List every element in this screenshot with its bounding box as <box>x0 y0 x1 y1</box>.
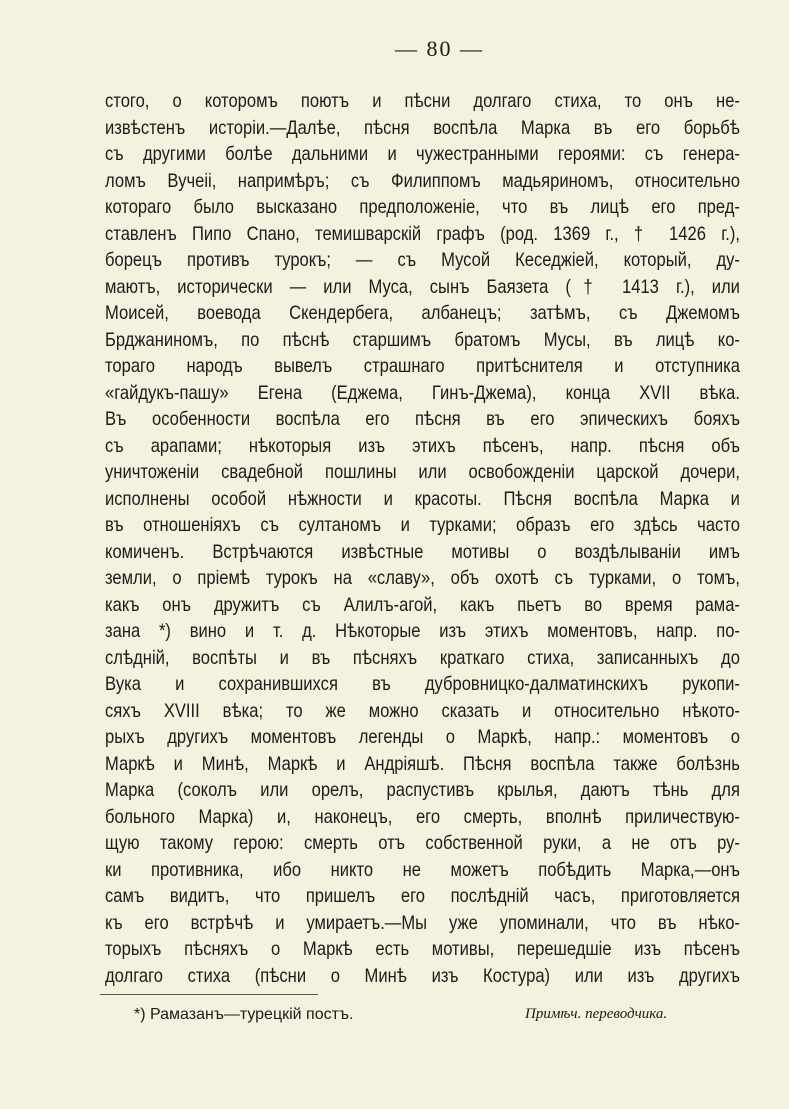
text-line: рыхъ другихъ моментовъ легенды о Маркѣ, напр.: моментовъ о <box>105 726 740 748</box>
text-line: «гайдукъ-пашу» Егена (Еджема, Гинъ-Джема), конца XVII вѣка. <box>105 381 740 404</box>
text-line: больного Марка) и, наконецъ, его смерть, вполнѣ приличествую- <box>105 805 740 828</box>
text-line: ломъ Вучеіі, напримѣръ; съ Филиппомъ мадьяриномъ, относительно <box>105 169 740 192</box>
text-line: ки противника, ибо никто не можетъ побѣдить Марка,—онъ <box>105 858 740 881</box>
text-line: борецъ противъ турокъ; — съ Мусой Кеседжіей, который, ду- <box>105 249 740 271</box>
text-line: извѣстенъ исторіи.—Далѣе, пѣсня воспѣла Марка въ его борьбѣ <box>105 116 740 139</box>
text-line: исполнены особой нѣжности и красоты. Пѣсня воспѣла Марка и <box>105 487 740 510</box>
body-text <box>105 88 740 989</box>
text-line: самъ видитъ, что пришелъ его послѣдній часъ, приготовляется <box>105 885 740 907</box>
text-line: тораго народъ вывелъ страшнаго притѣснителя и отступника <box>105 355 740 377</box>
text-line: Марка (соколъ или орелъ, распустивъ крылья, даютъ тѣнь для <box>105 779 740 801</box>
text-line: Маркѣ и Минѣ, Маркѣ и Андріяшѣ. Пѣсня воспѣла также болѣзнь <box>105 752 740 775</box>
text-line: зана *) вино и т. д. Нѣкоторые изъ этихъ моментовъ, напр. по- <box>105 620 740 642</box>
text-line: Брджаниномъ, по пѣснѣ старшимъ братомъ Мусы, въ лицѣ ко- <box>105 328 740 351</box>
text-line: съ арапами; нѣкоторыя изъ этихъ пѣсенъ, напр. пѣсня объ <box>105 434 740 457</box>
text-line: уничтоженіи свадебной пошлины или освобожденіи царской дочери, <box>105 461 740 483</box>
text-line: щую такому герою: смерть отъ собственной руки, а не отъ ру- <box>105 832 740 854</box>
text-line: Моисей, воевода Скендербега, албанецъ; затѣмъ, съ Джемомъ <box>105 302 740 324</box>
text-line: земли, о пріемѣ турокъ на «славу», объ охотѣ съ турками, о томъ, <box>105 567 740 589</box>
text-line: съ другими болѣе дальними и чужестранными героями: съ генера- <box>105 143 740 165</box>
footnote-text: *) Рамазанъ—турецкій постъ. <box>134 1006 354 1023</box>
text-line: котораго было высказано предположеніе, что въ лицѣ его пред- <box>105 196 740 218</box>
translator-note: Примѣч. переводчика. <box>525 1006 668 1022</box>
text-line: въ отношеніяхъ съ султаномъ и турками; образъ его здѣсь часто <box>105 514 740 536</box>
footnote-divider <box>100 994 318 995</box>
text-line: маютъ, исторически — или Муса, сынъ Баязета († 1413 г.), или <box>105 275 740 298</box>
text-line: Вука и сохранившихся въ дубровницко-далматинскихъ рукопи- <box>105 673 740 695</box>
text-line: слѣдній, воспѣты и въ пѣсняхъ краткаго стиха, записанныхъ до <box>105 646 740 669</box>
text-line: торыхъ пѣсняхъ о Маркѣ есть мотивы, перешедшіе изъ пѣсенъ <box>105 938 740 960</box>
text-line: ставленъ Пипо Спано, темишварскій графъ (род. 1369 г., † 1426 г.), <box>105 222 740 245</box>
text-line: долгаго стиха (пѣсни о Минѣ изъ Костура) или изъ другихъ <box>105 964 740 987</box>
text-line: сяхъ XVIII вѣка; то же можно сказать и относительно нѣкото- <box>105 699 740 722</box>
text-line: стого, о которомъ поютъ и пѣсни долгаго стиха, то онъ не- <box>105 90 740 112</box>
page-number: — 80 — <box>395 36 484 61</box>
text-line: къ его встрѣчѣ и умираетъ.—Мы уже упоминали, что въ нѣко- <box>105 911 740 934</box>
text-line: какъ онъ дружитъ съ Алилъ-агой, какъ пьетъ во время рама- <box>105 593 740 616</box>
text-line: Въ особенности воспѣла его пѣсня въ его эпическихъ бояхъ <box>105 408 740 430</box>
text-line: комиченъ. Встрѣчаются извѣстные мотивы о воздѣлываніи имъ <box>105 540 740 563</box>
